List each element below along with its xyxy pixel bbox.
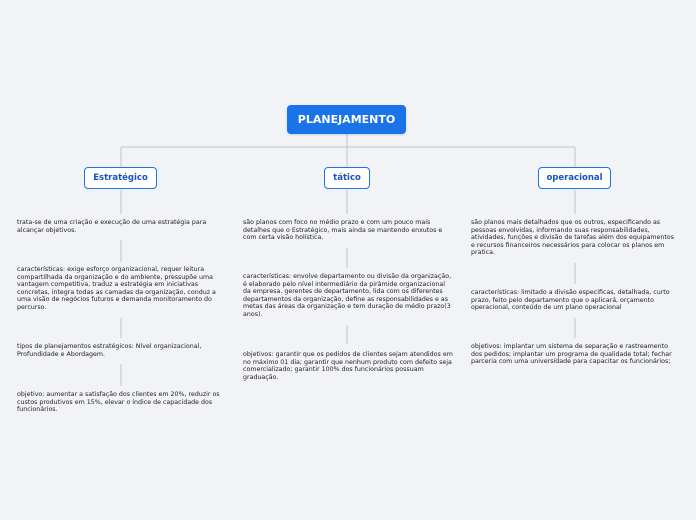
branch-node-operacional[interactable]: operacional bbox=[538, 167, 611, 189]
leaf-tatico-objetivos[interactable]: objetivos: garantir que os pedidos de clientes sejam atendidos em no máximo 01 dia; garantir que nenhum produto com defeito seja comercializado; garantir 100% dos funcionários possuam graduação. bbox=[243, 351, 453, 381]
leaf-tatico-definicao[interactable]: são planos com foco no médio prazo e com um pouco mais detalhes que o Estratégico, mais ainda se mantendo enxutos e com certa visão holística. bbox=[243, 219, 443, 242]
leaf-estrategico-definicao[interactable]: trata-se de uma criação e execução de uma estratégia para alcançar objetivos. bbox=[17, 219, 207, 234]
leaf-estrategico-tipos[interactable]: tipos de planejamentos estratégicos: Nível organizacional, Profundidade e Abordagem. bbox=[17, 343, 202, 358]
branch-node-estrategico[interactable]: Estratégico bbox=[84, 167, 157, 189]
branch-node-tatico[interactable]: tático bbox=[324, 167, 370, 189]
leaf-operacional-objetivos[interactable]: objetivos: implantar um sistema de separação e rastreamento dos pedidos; implantar um programa de qualidade total; fechar parceria com uma universidade para capacitar os funcionários; bbox=[471, 343, 672, 366]
leaf-estrategico-objetivo[interactable]: objetivo: aumentar a satisfação dos clientes em 20%, reduzir os custos produtivos em 15%, elevar o índice de capacidade dos funcionários. bbox=[17, 391, 220, 414]
leaf-tatico-caracteristicas[interactable]: características: envolve departamento ou divisão da organização, é elaborado pelo nível intermediário da pirâmide organizacional da empresa. gerentes de departamento, lida com os diferentes departamentos da organização, define as responsabilidades e as metas das áreas da organização e tem duração de médio prazo(3 anos). bbox=[243, 273, 452, 318]
leaf-operacional-definicao[interactable]: são planos mais detalhados que os outros, especificando as pessoas envolvidas, informando suas responsabilidades, atividades, funções e divisão de tarefas além dos equipamentos e recursos financeiros necessários para colocar os planos em pratica. bbox=[471, 219, 675, 257]
leaf-operacional-caracteristicas[interactable]: características: limitado a divisão especificas, detalhada, curto prazo, feito pelo departamento que o aplicará, orçamento operacional, conteúdo de um plano operacional bbox=[471, 289, 670, 312]
root-node[interactable]: PLANEJAMENTO bbox=[287, 105, 406, 134]
leaf-estrategico-caracteristicas[interactable]: características: exige esforço organizacional, requer leitura compartilhada da organização e do ambiente, pressupõe uma vantagem competitiva, traduz a estratégia em iniciativas concretas, integra todas as camadas da organização, conduz a uma visão de negócios futuros e demanda monitoramento do percurso. bbox=[17, 266, 216, 311]
